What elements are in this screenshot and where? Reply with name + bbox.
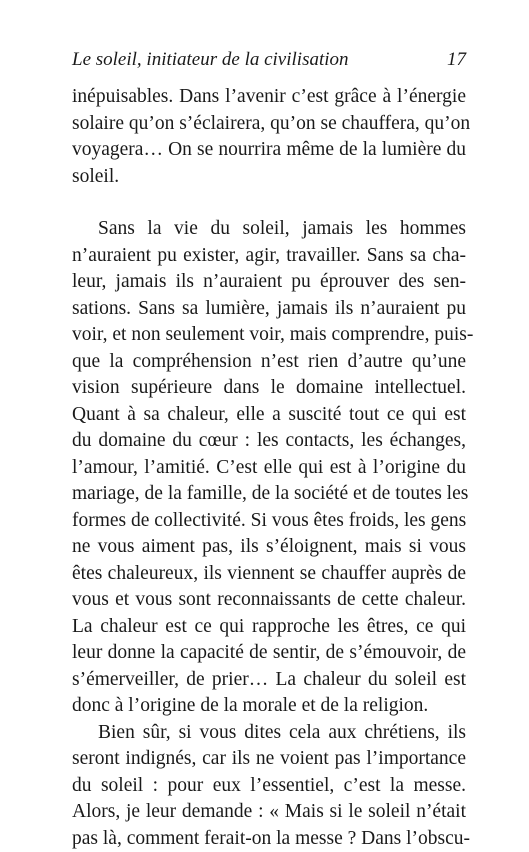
text-line: La chaleur est ce qui rapproche les êtres, ce qui [72, 614, 466, 641]
text-line: leur, jamais ils n’auraient pu éprouver des sen- [72, 269, 466, 296]
running-title: Le soleil, initiateur de la civilisation [72, 47, 349, 73]
text-line: Quant à sa chaleur, elle a suscité tout ce qui est [72, 402, 466, 429]
text-line: Sans la vie du soleil, jamais les hommes [72, 216, 466, 243]
paragraph-2 [72, 216, 466, 720]
text-line: solaire qu’on s’éclairera, qu’on se chauffera, qu’on [72, 111, 466, 138]
text-line: seront indignés, car ils ne voient pas l’importance [72, 746, 466, 773]
text-line: voyagera… On se nourrira même de la lumière du [72, 137, 466, 164]
page-number: 17 [447, 47, 466, 73]
text-line: soleil. [72, 164, 466, 191]
text-line: vous et vous sont reconnaissants de cette chaleur. [72, 587, 466, 614]
text-line: vision supérieure dans le domaine intellectuel. [72, 375, 466, 402]
text-line: que la compréhension n’est rien d’autre qu’une [72, 349, 466, 376]
text-line: Bien sûr, si vous dites cela aux chrétiens, ils [72, 720, 466, 747]
text-line: leur donne la capacité de sentir, de s’émouvoir, de [72, 640, 466, 667]
text-line: du domaine du cœur : les contacts, les échanges, [72, 428, 466, 455]
text-line: sations. Sans sa lumière, jamais ils n’auraient pu [72, 296, 466, 323]
text-line: du soleil : pour eux l’essentiel, c’est la messe. [72, 773, 466, 800]
text-line: Alors, je leur demande : « Mais si le soleil n’était [72, 799, 466, 826]
running-head [72, 47, 466, 73]
text-line: donc à l’origine de la morale et de la religion. [72, 693, 466, 720]
text-line: ne vous aiment pas, ils s’éloignent, mais si vous [72, 534, 466, 561]
text-line: inépuisables. Dans l’avenir c’est grâce à l’énergie [72, 84, 466, 111]
paragraph-3 [72, 720, 466, 852]
text-line: n’auraient pu exister, agir, travailler. Sans sa cha- [72, 243, 466, 270]
text-line: mariage, de la famille, de la société et de toutes les [72, 481, 466, 508]
text-line: pas là, comment ferait-on la messe ? Dans l’obscu- [72, 826, 466, 852]
body-text [72, 84, 466, 852]
paragraph-spacer [72, 190, 466, 216]
text-line: êtes chaleureux, ils viennent se chauffer auprès de [72, 561, 466, 588]
paragraph-1 [72, 84, 466, 190]
text-line: formes de collectivité. Si vous êtes froids, les gens [72, 508, 466, 535]
text-line: voir, et non seulement voir, mais comprendre, puis- [72, 322, 466, 349]
text-line: l’amour, l’amitié. C’est elle qui est à l’origine du [72, 455, 466, 482]
text-line: s’émerveiller, de prier… La chaleur du soleil est [72, 667, 466, 694]
